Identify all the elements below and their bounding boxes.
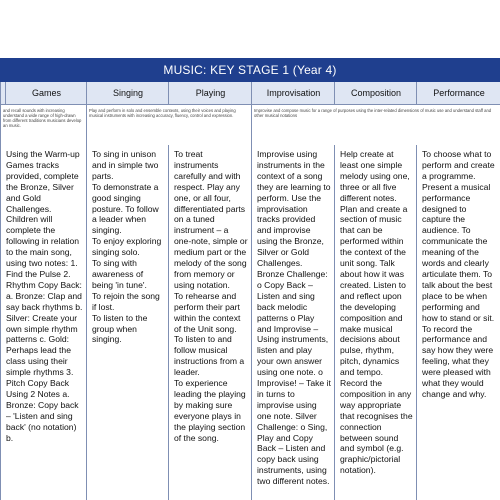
improvisation-text: Improvise using instruments in the context of a song they are learning to perform. Use the improvisation tracks provided and improvise using the Bronze, Silver or Gold Challenges. Bronze Challenge: o Copy Back – Listen and sing back melodic patterns o Play and Improvise – Using instruments, listen and play your own answer using one note. o Improvise! – Take it in turns to improvise using one note. Silver Challenge: o Sing, Play and Copy Back – Listen and copy back using instruments, using two different notes. bbox=[257, 149, 331, 487]
cell-games bbox=[0, 145, 86, 500]
performance-item: To record the performance and say how they were feeling, what they were pleased with what they would change and why. bbox=[422, 323, 494, 399]
singing-item: To rejoin the song if lost. bbox=[92, 290, 160, 312]
playing-item: To rehearse and perform their part within the context of the Unit song. bbox=[174, 290, 241, 334]
playing-item: To treat instruments carefully and with respect. Play any one, or all four, differentiated parts on a tuned instrument – a one-note, simple or medium part or the melody of the song from memory or using notation. bbox=[174, 149, 248, 290]
page-title: MUSIC: KEY STAGE 1 (Year 4) bbox=[163, 63, 337, 77]
performance-item: To choose what to perform and create a programme. Present a musical performance designed to capture the audience. To communicate the meaning of the words and clearly articulate them. To talk about the best place to be when performing and how to stand or sit. bbox=[422, 149, 495, 323]
objectives-row bbox=[0, 105, 500, 146]
cell-playing bbox=[168, 145, 251, 500]
objective-perform: Play and perform in solo and ensemble contexts, using their voices and playing musical instruments with increasing accuracy, fluency, control and expression. bbox=[86, 105, 251, 145]
objective-compose: Improvise and compose music for a range of purposes using the inter-related dimensions of music use and understand staff and other musical notations bbox=[251, 105, 500, 145]
header-singing: Singing bbox=[86, 82, 169, 104]
singing-item: To sing with awareness of being 'in tune'. bbox=[92, 258, 147, 290]
singing-item: To demonstrate a good singing posture. To follow a leader when singing. bbox=[92, 181, 159, 236]
composition-text: Help create at least one simple melody using one, three or all five different notes. Plan and create a section of music that can be performed within the context of the unit song. Talk about how it was created. Listen to and reflect upon the developing composition and make musical decisions about pulse, rhythm, pitch, dynamics and tempo. Record the composition in any way appropriate that recognises the connection between sound and symbol (e.g. graphic/pictorial notation). bbox=[340, 149, 413, 476]
cell-performance bbox=[416, 145, 500, 500]
content-row bbox=[0, 145, 500, 500]
header-improvisation: Improvisation bbox=[251, 82, 335, 104]
header-composition: Composition bbox=[334, 82, 417, 104]
cell-improvisation bbox=[251, 145, 334, 500]
games-text: Using the Warm-up Games tracks provided, complete the Bronze, Silver and Gold Challenges. Children will complete the following in relation to the main song, using two notes: 1. Find the Pulse 2. Rhythm Copy Back: a. Bronze: Clap and say back rhythms b. Silver: Create your own simple rhythm patterns c. Gold: Perhaps lead the class using their simple rhythms 3. Pitch Copy Back Using 2 Notes a. Bronze: Copy back – 'Listen and sing back' (no notation) b. bbox=[6, 149, 83, 443]
header-performance: Performance bbox=[416, 82, 500, 104]
playing-item: To listen to and follow musical instructions from a leader. bbox=[174, 334, 245, 378]
title-bar bbox=[0, 58, 500, 82]
header-games: Games bbox=[5, 82, 87, 104]
singing-item: To listen to the group when singing. bbox=[92, 312, 148, 345]
singing-item: To enjoy exploring singing solo. bbox=[92, 236, 162, 258]
header-playing: Playing bbox=[168, 82, 252, 104]
column-header-row bbox=[0, 82, 500, 105]
singing-item: To sing in unison and in simple two parts. bbox=[92, 149, 159, 181]
objective-listen: and recall sounds with increasing understand a wide range of high-drawn from different traditions musicians develop an music. bbox=[0, 105, 86, 145]
playing-item: To experience leading the playing by making sure everyone plays in the playing section of the song. bbox=[174, 378, 246, 443]
cell-singing bbox=[86, 145, 168, 500]
cell-composition bbox=[334, 145, 416, 500]
